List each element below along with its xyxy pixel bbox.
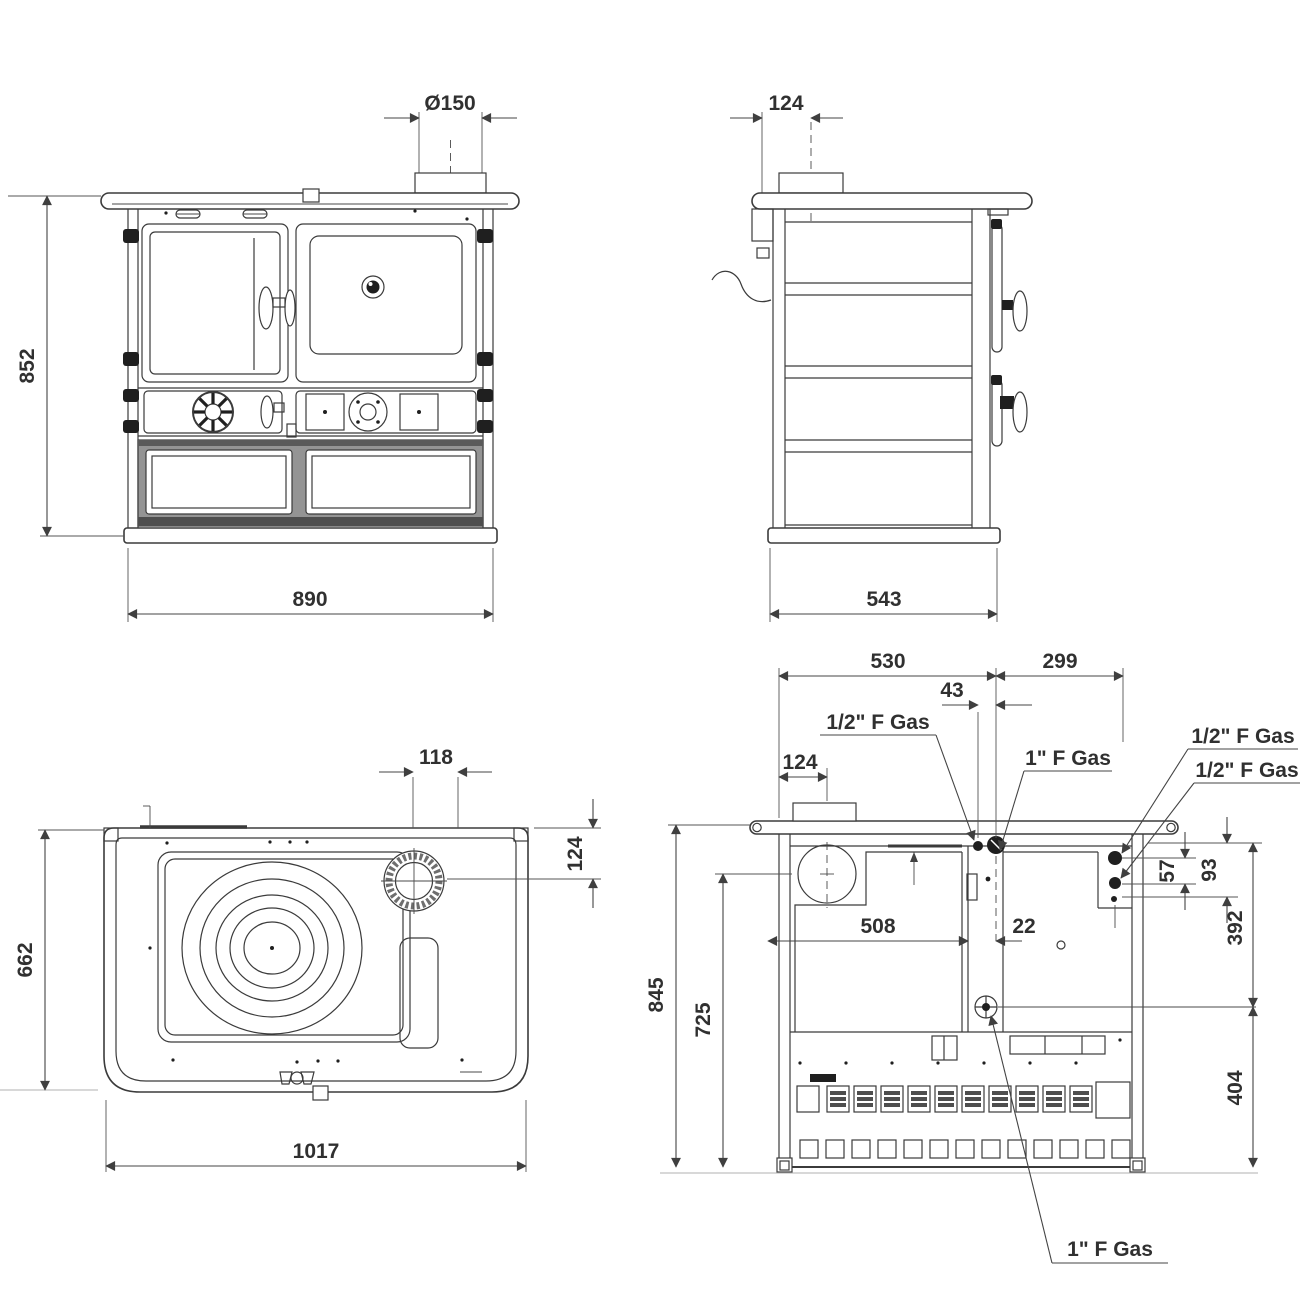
plinth-dots bbox=[798, 1038, 1121, 1064]
dim-rear-conn-offset-small: 57 bbox=[1156, 859, 1179, 883]
rear-view bbox=[645, 650, 1300, 1263]
side-view bbox=[712, 92, 1032, 622]
flue-pipe bbox=[415, 112, 486, 204]
dim-rear-top-left: 530 bbox=[870, 650, 906, 673]
control-panel bbox=[287, 391, 476, 437]
top-strip bbox=[164, 209, 468, 220]
ash-door bbox=[144, 391, 284, 433]
flue-collar-side bbox=[779, 173, 843, 193]
label-gas-one-top: 1" F Gas bbox=[1025, 747, 1111, 770]
dim-top-flue-offset: 124 bbox=[564, 836, 587, 872]
dim-rear-lower-height: 404 bbox=[1224, 1070, 1247, 1106]
dim-flue-diameter: Ø150 bbox=[424, 92, 476, 115]
vent-louvers bbox=[797, 1082, 1130, 1118]
side-handle-lower bbox=[1013, 392, 1027, 432]
side-panels bbox=[785, 222, 972, 525]
rear-dimensions bbox=[645, 650, 1262, 1167]
gas-connection-half-left bbox=[973, 841, 983, 851]
gas-connection-half-right-bottom bbox=[1109, 877, 1121, 889]
gas-labels bbox=[820, 711, 1300, 1263]
dim-rear-conn-offset-large: 93 bbox=[1198, 858, 1221, 882]
air-rosette bbox=[193, 392, 233, 432]
power-cable bbox=[712, 271, 771, 301]
top-view bbox=[0, 746, 601, 1172]
outer-rail bbox=[104, 828, 528, 1092]
dim-top-width: 1017 bbox=[292, 1140, 340, 1163]
worktop-side bbox=[752, 193, 1032, 209]
firebox-back-panel bbox=[795, 852, 962, 1032]
dim-front-width: 890 bbox=[292, 588, 328, 611]
vent-squares bbox=[800, 1140, 1130, 1158]
side-handle-upper bbox=[1013, 291, 1027, 331]
label-gas-half-right-bottom: 1/2" F Gas bbox=[1195, 759, 1299, 782]
front-tab bbox=[313, 1086, 328, 1100]
flue-hole-rear bbox=[798, 842, 856, 908]
drawer-right bbox=[306, 450, 476, 514]
gas-connection-half-right-top bbox=[1108, 851, 1122, 865]
rear-rail bbox=[750, 821, 1178, 834]
dim-rear-flue-offset: 124 bbox=[782, 751, 818, 774]
control-knob bbox=[349, 393, 387, 431]
drawer-left bbox=[146, 450, 292, 514]
drawers bbox=[138, 440, 483, 526]
dim-rear-gas-gap: 43 bbox=[940, 679, 964, 702]
dim-rear-center-gap: 22 bbox=[1012, 915, 1036, 938]
dim-rear-height-total: 845 bbox=[645, 977, 668, 1013]
label-gas-one-bottom: 1" F Gas bbox=[1067, 1238, 1153, 1261]
dim-side-flue-offset: 124 bbox=[768, 92, 804, 115]
base-side bbox=[768, 528, 1000, 543]
dim-rear-firebox-width: 508 bbox=[860, 915, 896, 938]
flue-collar-rear bbox=[793, 803, 856, 821]
dim-side-depth: 543 bbox=[866, 588, 902, 611]
label-gas-half-right-top: 1/2" F Gas bbox=[1191, 725, 1295, 748]
dim-top-depth: 662 bbox=[14, 942, 37, 978]
base-plinth bbox=[124, 528, 497, 543]
label-gas-half-left: 1/2" F Gas bbox=[826, 711, 930, 734]
door-handles bbox=[259, 287, 295, 329]
oven-door bbox=[296, 224, 476, 382]
worktop-tab bbox=[303, 189, 319, 202]
gas-connection-one-bottom bbox=[975, 996, 997, 1018]
dim-rear-height-flue: 725 bbox=[692, 1002, 715, 1038]
dim-rear-upper-height: 392 bbox=[1224, 910, 1247, 946]
front-view bbox=[8, 92, 519, 622]
front-edge-details bbox=[991, 219, 1027, 446]
dim-top-flue-width: 118 bbox=[419, 746, 453, 769]
dim-front-height: 852 bbox=[16, 348, 39, 384]
dim-rear-top-right: 299 bbox=[1042, 650, 1078, 673]
rail-hook bbox=[988, 209, 1008, 215]
rear-bracket bbox=[752, 209, 773, 241]
